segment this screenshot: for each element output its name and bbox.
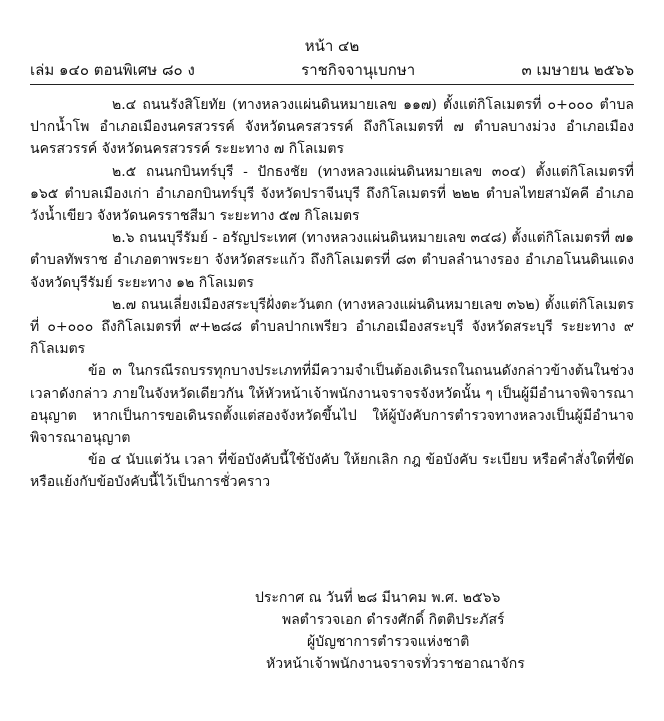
document-body (30, 94, 634, 494)
signature-block (0, 587, 664, 675)
paragraph-2-7: ๒.๗ ถนนเลี่ยงเมืองสระบุรีฝั่งตะวันตก (ทางหลวงแผ่นดินหมายเลข ๓๖๒) ตั้งแต่กิโลเมตรที่ ๐+๐๐๐ ถึงกิโลเมตรที่ ๙+๒๘๘ ตำบลปากเพรียว อำเภอเมืองสระบุรี จังหวัดสระบุรี ระยะทาง ๙ กิโลเมตร (30, 296, 634, 358)
gazette-header (30, 58, 634, 82)
publication-title: ราชกิจจานุเบกษา (301, 61, 416, 79)
clause-3: ข้อ ๓ ในกรณีรถบรรทุกบางประเภทที่มีความจำเป็นต้องเดินรถในถนนดังกล่าวข้างต้นในช่วงเวลาดังกล่าว ภายในจังหวัดเดียวกัน ให้หัวหน้าเจ้าพนักงานจราจรจังหวัดนั้น ๆ เป็นผู้มีอำนาจพิจารณาอนุญาต หากเป็นการขอเดินรถตั้งแต่สองจังหวัดขึ้นไป ให้ผู้บังคับการตำรวจทางหลวงเป็นผู้มีอำนาจพิจารณาอนุญาต (30, 363, 634, 447)
clause-4: ข้อ ๔ นับแต่วัน เวลา ที่ข้อบังคับนี้ใช้บังคับ ให้ยกเลิก กฎ ข้อบังคับ ระเบียบ หรือคำสั่งใดที่ขัดหรือแย้งกับข้อบังคับนี้ไว้เป็นการชั่วคราว (30, 452, 634, 491)
paragraph-2-5: ๒.๕ ถนนกบินทร์บุรี - ปักธงชัย (ทางหลวงแผ่นดินหมายเลข ๓๐๔) ตั้งแต่กิโลเมตรที่ ๑๖๕ ตำบลเมืองเก่า อำเภอกบินทร์บุรี จังหวัดปราจีนบุรี ถึงกิโลเมตรที่ ๒๒๒ ตำบลไทยสามัคคี อำเภอวังน้ำเขียว จังหวัดนครราชสีมา ระยะทาง ๕๗ กิโลเมตร (30, 163, 634, 225)
signatory-name: พลตำรวจเอก ดำรงศักดิ์ กิตติประภัสร์ (282, 612, 505, 628)
volume-info: เล่ม ๑๔๐ ตอนพิเศษ ๘๐ ง (30, 61, 195, 79)
publication-date: ๓ เมษายน ๒๕๖๖ (521, 61, 634, 79)
paragraph-2-4: ๒.๔ ถนนรังสิโยทัย (ทางหลวงแผ่นดินหมายเลข ๑๑๗) ตั้งแต่กิโลเมตรที่ ๐+๐๐๐ ตำบลปากน้ำโพ อำเภอเมืองนครสวรรค์ จังหวัดนครสวรรค์ ถึงกิโลเมตรที่ ๗ ตำบลบางม่วง อำเภอเมืองนครสวรรค์ จังหวัดนครสวรรค์ ระยะทาง ๗ กิโลเมตร (30, 97, 634, 158)
header-divider (30, 84, 634, 85)
paragraph-2-6: ๒.๖ ถนนบุรีรัมย์ - อรัญประเทศ (ทางหลวงแผ่นดินหมายเลข ๓๔๘) ตั้งแต่กิโลเมตรที่ ๗๑ ตำบลทัพราช อำเภอตาพระยา จังหวัดสระแก้ว ถึงกิโลเมตรที่ ๘๓ ตำบลลำนางรอง อำเภอโนนดินแดง จังหวัดบุรีรัมย์ ระยะทาง ๑๒ กิโลเมตร (30, 230, 634, 291)
signatory-position-secondary: หัวหน้าเจ้าพนักงานจราจรทั่วราชอาณาจักร (266, 656, 525, 672)
announcement-date: ประกาศ ณ วันที่ ๒๘ มีนาคม พ.ศ. ๒๕๖๖ (255, 590, 501, 606)
signatory-position: ผู้บัญชาการตำรวจแห่งชาติ (307, 634, 470, 650)
page-number: หน้า ๔๒ (304, 37, 360, 55)
